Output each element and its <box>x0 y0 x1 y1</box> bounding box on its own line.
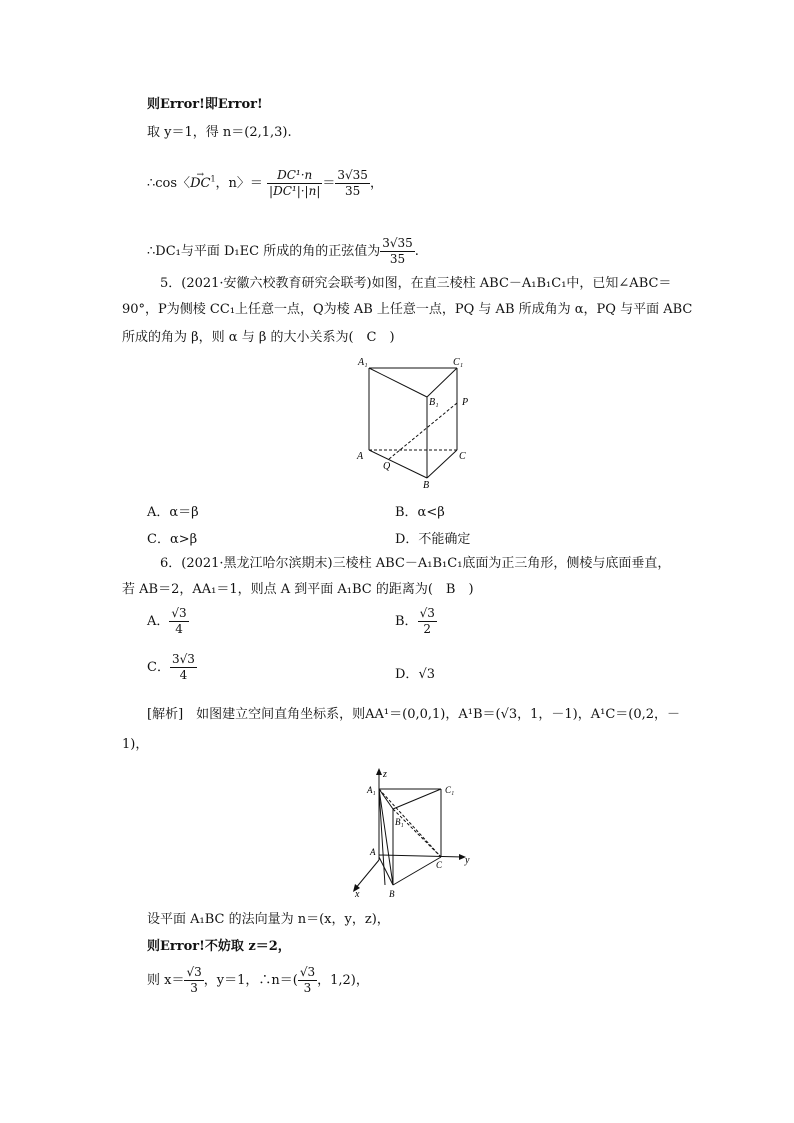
period: . <box>414 244 419 259</box>
solution-line-4: 则Error!不妨取 z＝2， <box>147 939 291 954</box>
q6-option-d: D．√3 <box>395 667 435 682</box>
q5-option-a: A．α＝β <box>147 505 199 520</box>
q5-line-2: 90°，P为侧棱 CC₁上任意一点，Q为棱 AB 上任意一点，PQ 与 AB 所成角为 α，PQ 与平面 ABC <box>122 302 693 317</box>
label-a1: A₁ <box>358 357 368 368</box>
take-y-line: 取 y＝1，得 n＝(2,1,3). <box>147 125 292 140</box>
coordinate-figure-2 <box>345 765 475 900</box>
comma: ， <box>369 176 383 191</box>
axis-y: y <box>465 855 470 866</box>
solution-line-3: 设平面 A₁BC 的法向量为 n＝(x，y，z)， <box>147 912 390 927</box>
vector-dc1: → DC <box>190 176 210 192</box>
q6-option-c: C． $\frac{3√3}{4}$ <box>147 652 195 682</box>
sine-line <box>147 236 419 267</box>
solution-line-5: 则 x＝ $\frac{√3}{3}$ ，y＝1，∴n＝( $\frac{√3}{3}$ ，1,2)， <box>147 965 369 995</box>
q6-line-1: 6．(2021·黑龙江哈尔滨期末)三棱柱 ABC－A₁B₁C₁底面为正三角形，侧棱与底面垂直， <box>160 556 671 571</box>
label-b1: B₁ <box>429 397 439 408</box>
label-p: P <box>462 397 469 408</box>
label-q: Q <box>383 461 391 472</box>
q5-line-3: 所成的角为 β，则 α 与 β 的大小关系为( C ) <box>122 330 395 345</box>
label2-b1: B₁ <box>395 817 404 827</box>
label2-b: B <box>389 889 395 899</box>
solution-line-1: [解析] 如图建立空间直角坐标系，则AA¹＝(0,0,1)，A¹B＝(√3，1，－1)，A¹C＝(0,2，－ <box>147 707 681 722</box>
solution-line-2: 1)， <box>122 737 149 752</box>
q5-option-b: B．α<β <box>395 505 445 520</box>
sine-text: ∴DC₁与平面 D₁EC 所成的角的正弦值为 <box>147 244 381 259</box>
equals-sign: ＝ <box>322 176 336 191</box>
vector-sub: 1 <box>210 174 216 184</box>
axis-x: x <box>355 889 360 900</box>
prism-figure-1 <box>355 355 480 490</box>
cos-fraction: $\frac{\text{DC¹·n}}{\text{|DC¹|·|n|}}$ <box>269 168 321 198</box>
cos-line <box>147 168 383 199</box>
axis-z: z <box>383 769 387 780</box>
cos-value-fraction: $\frac{3√35}{35}$ <box>337 168 368 198</box>
label2-a: A <box>370 847 376 857</box>
label-b: B <box>423 480 430 490</box>
label2-c1: C₁ <box>445 785 455 795</box>
q6-option-a: A． $\frac{√3}{4}$ <box>147 606 187 636</box>
q6-line-2: 若 AB＝2，AA₁＝1，则点 A 到平面 A₁BC 的距离为( B ) <box>122 582 474 597</box>
cos-mid: ，n〉＝ <box>215 176 263 191</box>
label-c1: C₁ <box>453 357 464 368</box>
q6-option-b: B． $\frac{√3}{2}$ <box>395 606 435 636</box>
q5-option-c: C．α>β <box>147 532 198 547</box>
error-line-1: 则Error!即Error! <box>147 97 263 112</box>
label-c: C <box>459 451 466 462</box>
sine-fraction: $\frac{3√35}{35}$ <box>382 236 413 266</box>
q5-option-d: D．不能确定 <box>395 532 471 547</box>
label-a: A <box>357 451 364 462</box>
cos-prefix: ∴cos〈 <box>147 176 191 191</box>
q5-line-1: 5．(2021·安徽六校教育研究会联考)如图，在直三棱柱 ABC－A₁B₁C₁中，已知∠ABC＝ <box>160 276 672 291</box>
label2-a1: A₁ <box>367 785 376 795</box>
label2-c: C <box>436 860 443 870</box>
